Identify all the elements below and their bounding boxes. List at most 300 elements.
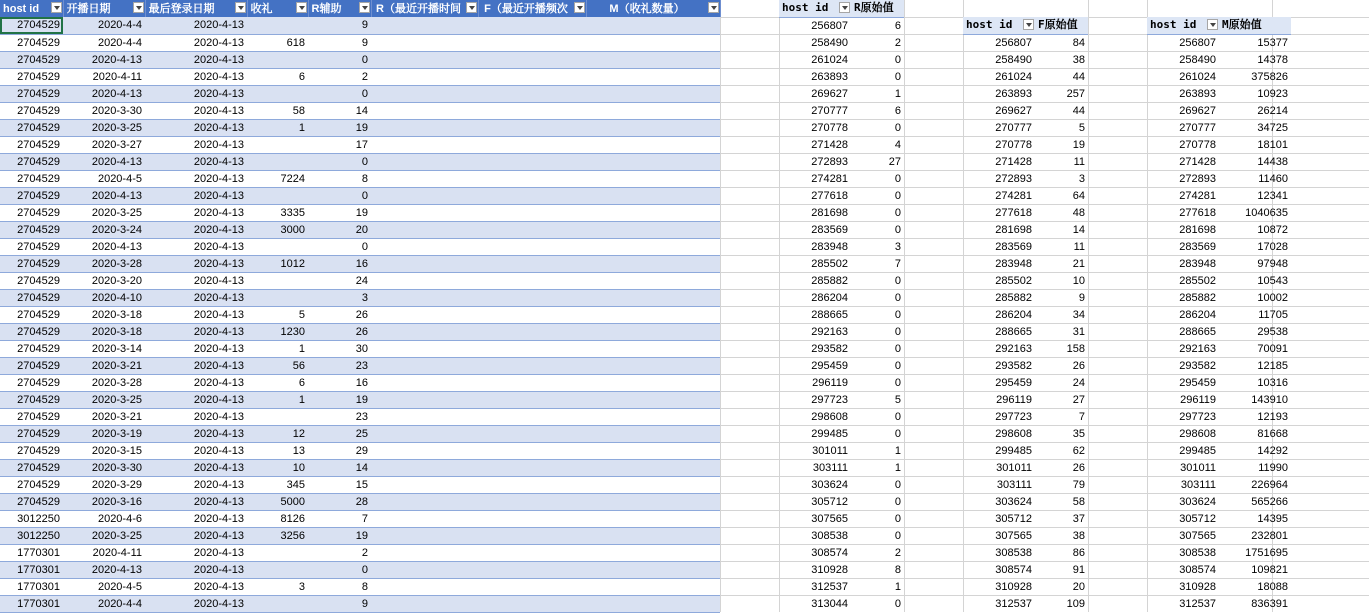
pivot-cell[interactable]: 34 [1072, 308, 1085, 321]
pivot-cell[interactable]: 283948 [1179, 257, 1216, 270]
filter-dropdown-icon[interactable] [133, 2, 144, 13]
pivot-cell[interactable]: 277618 [995, 206, 1032, 219]
table-cell[interactable]: 2020-4-13 [145, 578, 247, 595]
table-cell[interactable] [371, 510, 478, 527]
pivot-cell[interactable]: 296119 [1180, 393, 1216, 406]
table-cell[interactable]: 2704529 [0, 425, 63, 442]
table-cell[interactable] [478, 323, 586, 340]
table-cell[interactable]: 2020-3-15 [63, 442, 145, 459]
pivot-cell[interactable]: 263893 [1179, 87, 1216, 100]
pivot-cell[interactable]: 97948 [1257, 257, 1288, 270]
pivot-cell[interactable]: 269627 [995, 104, 1032, 117]
pivot-cell[interactable]: 283569 [811, 223, 848, 236]
table-cell[interactable] [371, 561, 478, 578]
table-cell[interactable]: 2 [308, 68, 371, 85]
table-cell[interactable]: 1 [247, 391, 308, 408]
table-cell[interactable]: 2020-4-13 [145, 442, 247, 459]
table-cell[interactable] [371, 578, 478, 595]
table-cell[interactable]: 2020-3-28 [63, 374, 145, 391]
table-cell[interactable]: 3 [247, 578, 308, 595]
table-cell[interactable] [478, 595, 586, 612]
pivot-cell[interactable]: 86 [1072, 546, 1085, 559]
table-cell[interactable]: 2020-4-4 [63, 17, 145, 34]
pivot-cell[interactable]: 293582 [811, 342, 848, 355]
pivot-cell[interactable]: 0 [894, 189, 901, 202]
table-cell[interactable]: 2020-3-25 [63, 391, 145, 408]
table-cell[interactable] [586, 102, 720, 119]
table-cell[interactable] [371, 544, 478, 561]
pivot-cell[interactable]: 0 [894, 274, 901, 287]
table-cell[interactable]: 26 [308, 306, 371, 323]
pivot-cell[interactable]: 303111 [996, 478, 1032, 491]
pivot-cell[interactable]: 310928 [811, 563, 848, 576]
pivot-cell[interactable]: 24 [1072, 376, 1085, 389]
table-cell[interactable] [371, 102, 478, 119]
pivot-cell[interactable]: 270777 [995, 121, 1032, 134]
table-cell[interactable]: 2020-3-18 [63, 323, 145, 340]
table-cell[interactable]: 2020-4-13 [145, 17, 247, 34]
pivot-cell[interactable]: 11705 [1258, 308, 1288, 321]
pivot-cell[interactable]: 84 [1072, 36, 1085, 49]
table-cell[interactable]: 19 [308, 119, 371, 136]
pivot-cell[interactable]: 14395 [1257, 512, 1288, 525]
table-cell[interactable] [371, 221, 478, 238]
table-cell[interactable]: 2020-4-13 [145, 289, 247, 306]
pivot-cell[interactable]: 0 [894, 478, 901, 491]
pivot-cell[interactable]: 26 [1072, 461, 1085, 474]
pivot-cell[interactable]: 298608 [1179, 427, 1216, 440]
table-cell[interactable] [247, 289, 308, 306]
table-cell[interactable]: 16 [308, 374, 371, 391]
table-cell[interactable]: 2704529 [0, 408, 63, 425]
table-cell[interactable]: 2020-4-13 [145, 425, 247, 442]
pivot-cell[interactable]: 35 [1072, 427, 1085, 440]
pivot-cell[interactable]: 296119 [996, 393, 1032, 406]
pivot-cell[interactable]: 3 [1078, 172, 1085, 185]
table-cell[interactable] [371, 323, 478, 340]
table-cell[interactable]: 2020-4-13 [145, 340, 247, 357]
pivot-cell[interactable]: 292163 [1179, 342, 1216, 355]
table-cell[interactable]: 2020-4-13 [145, 153, 247, 170]
table-cell[interactable] [586, 204, 720, 221]
table-cell[interactable]: 13 [247, 442, 308, 459]
table-cell[interactable]: 19 [308, 527, 371, 544]
pivot-cell[interactable]: 263893 [995, 87, 1032, 100]
column-header-1[interactable] [0, 0, 63, 17]
pivot-cell[interactable]: 6 [894, 19, 901, 32]
table-cell[interactable]: 2020-4-4 [63, 34, 145, 51]
filter-dropdown-icon[interactable] [574, 2, 585, 13]
table-cell[interactable]: 0 [308, 238, 371, 255]
pivot-cell[interactable]: 10543 [1257, 274, 1288, 287]
pivot-cell[interactable]: 312537 [811, 580, 848, 593]
table-cell[interactable]: 2020-4-13 [145, 102, 247, 119]
pivot-cell[interactable]: 301011 [812, 444, 848, 457]
table-cell[interactable] [478, 85, 586, 102]
table-cell[interactable]: 2704529 [0, 170, 63, 187]
pivot-cell[interactable]: 0 [894, 359, 901, 372]
pivot-cell[interactable]: 303624 [1179, 495, 1216, 508]
filter-dropdown-icon[interactable] [1023, 19, 1034, 30]
filter-dropdown-icon[interactable] [466, 2, 477, 13]
filter-dropdown-icon[interactable] [1207, 19, 1218, 30]
table-cell[interactable] [247, 51, 308, 68]
table-cell[interactable]: 16 [308, 255, 371, 272]
pivot-cell[interactable]: 10923 [1257, 87, 1288, 100]
table-cell[interactable]: 2020-4-13 [145, 68, 247, 85]
table-cell[interactable] [478, 544, 586, 561]
pivot-cell[interactable]: 0 [894, 206, 901, 219]
table-cell[interactable]: 19 [308, 391, 371, 408]
table-cell[interactable] [586, 17, 720, 34]
table-cell[interactable]: 2020-4-10 [63, 289, 145, 306]
pivot-cell[interactable]: 258490 [1179, 53, 1216, 66]
filter-dropdown-icon[interactable] [296, 2, 307, 13]
filter-dropdown-icon[interactable] [51, 2, 62, 13]
table-cell[interactable]: 24 [308, 272, 371, 289]
table-cell[interactable]: 1770301 [0, 561, 63, 578]
table-cell[interactable] [247, 408, 308, 425]
pivot-cell[interactable]: 299485 [995, 444, 1032, 457]
table-cell[interactable] [586, 255, 720, 272]
column-header-3[interactable] [145, 0, 247, 17]
column-header-6[interactable] [371, 0, 478, 17]
pivot-cell[interactable]: 18088 [1257, 580, 1288, 593]
table-cell[interactable] [586, 527, 720, 544]
table-cell[interactable] [586, 425, 720, 442]
table-cell[interactable]: 1 [247, 119, 308, 136]
table-cell[interactable] [586, 187, 720, 204]
table-cell[interactable]: 3 [308, 289, 371, 306]
pivot-cell[interactable]: 285502 [811, 257, 848, 270]
table-cell[interactable]: 2704529 [0, 153, 63, 170]
table-cell[interactable] [247, 85, 308, 102]
table-cell[interactable] [478, 136, 586, 153]
table-cell[interactable]: 7224 [247, 170, 308, 187]
pivot-cell[interactable]: 303624 [811, 478, 848, 491]
table-cell[interactable]: 2020-4-13 [145, 136, 247, 153]
table-cell[interactable] [478, 561, 586, 578]
table-cell[interactable] [586, 340, 720, 357]
pivot-cell[interactable]: 0 [894, 70, 901, 83]
pivot-cell[interactable]: 81668 [1257, 427, 1288, 440]
table-cell[interactable]: 58 [247, 102, 308, 119]
pivot-cell[interactable]: 281698 [811, 206, 848, 219]
pivot-cell[interactable]: 308574 [1179, 563, 1216, 576]
table-cell[interactable] [478, 306, 586, 323]
pivot-cell[interactable]: 10002 [1257, 291, 1288, 304]
table-cell[interactable]: 2704529 [0, 493, 63, 510]
pivot-cell[interactable]: 301011 [996, 461, 1032, 474]
table-cell[interactable]: 20 [308, 221, 371, 238]
table-cell[interactable] [247, 595, 308, 612]
table-cell[interactable]: 2020-3-29 [63, 476, 145, 493]
table-cell[interactable]: 2020-4-13 [145, 476, 247, 493]
filter-dropdown-icon[interactable] [839, 2, 850, 13]
pivot-cell[interactable]: 283948 [811, 240, 848, 253]
table-cell[interactable]: 14 [308, 102, 371, 119]
pivot-cell[interactable]: 1 [894, 444, 901, 457]
pivot-cell[interactable]: 0 [894, 376, 901, 389]
pivot-cell[interactable]: 281698 [1179, 223, 1216, 236]
pivot-cell[interactable]: 308538 [811, 529, 848, 542]
table-cell[interactable]: 2704529 [0, 323, 63, 340]
pivot-cell[interactable]: 158 [1066, 342, 1085, 355]
table-cell[interactable] [586, 306, 720, 323]
pivot-cell[interactable]: 2 [894, 36, 901, 49]
table-cell[interactable] [586, 34, 720, 51]
pivot-cell[interactable]: 312537 [995, 597, 1032, 610]
pivot-cell[interactable]: 10872 [1257, 223, 1288, 236]
pivot-header-1[interactable] [779, 0, 851, 17]
pivot-cell[interactable]: 272893 [995, 172, 1032, 185]
table-cell[interactable]: 30 [308, 340, 371, 357]
pivot-cell[interactable]: 295459 [1179, 376, 1216, 389]
pivot-header-1[interactable] [963, 17, 1035, 34]
pivot-cell[interactable]: 285502 [1179, 274, 1216, 287]
pivot-cell[interactable]: 1 [894, 461, 901, 474]
table-cell[interactable] [371, 34, 478, 51]
table-cell[interactable] [586, 459, 720, 476]
table-cell[interactable]: 2020-3-25 [63, 119, 145, 136]
table-cell[interactable] [478, 442, 586, 459]
pivot-cell[interactable]: 313044 [811, 597, 848, 610]
pivot-cell[interactable]: 19 [1072, 138, 1085, 151]
pivot-cell[interactable]: 18101 [1257, 138, 1288, 151]
table-cell[interactable]: 12 [247, 425, 308, 442]
table-cell[interactable] [478, 408, 586, 425]
table-cell[interactable]: 0 [308, 153, 371, 170]
pivot-cell[interactable]: 34725 [1257, 121, 1288, 134]
pivot-cell[interactable]: 14438 [1257, 155, 1288, 168]
table-cell[interactable] [586, 153, 720, 170]
pivot-cell[interactable]: 256807 [1179, 36, 1216, 49]
table-cell[interactable]: 2704529 [0, 68, 63, 85]
table-cell[interactable] [478, 68, 586, 85]
pivot-cell[interactable]: 44 [1072, 70, 1085, 83]
pivot-cell[interactable]: 5 [1078, 121, 1085, 134]
table-cell[interactable]: 7 [308, 510, 371, 527]
pivot-cell[interactable]: 283948 [995, 257, 1032, 270]
filter-dropdown-icon[interactable] [359, 2, 370, 13]
pivot-cell[interactable]: 836391 [1251, 597, 1288, 610]
table-cell[interactable] [478, 221, 586, 238]
table-cell[interactable]: 2704529 [0, 102, 63, 119]
table-cell[interactable]: 2020-3-24 [63, 221, 145, 238]
table-cell[interactable]: 2020-3-14 [63, 340, 145, 357]
table-cell[interactable]: 2 [308, 544, 371, 561]
table-cell[interactable] [478, 459, 586, 476]
pivot-cell[interactable]: 62 [1072, 444, 1085, 457]
pivot-cell[interactable]: 26214 [1257, 104, 1288, 117]
column-header-2[interactable] [63, 0, 145, 17]
table-cell[interactable] [478, 34, 586, 51]
table-cell[interactable]: 1770301 [0, 578, 63, 595]
table-cell[interactable]: 2020-4-13 [63, 51, 145, 68]
table-cell[interactable] [371, 68, 478, 85]
table-cell[interactable]: 2020-3-21 [63, 408, 145, 425]
table-cell[interactable]: 2020-4-13 [145, 527, 247, 544]
table-cell[interactable] [478, 102, 586, 119]
table-cell[interactable]: 2704529 [0, 136, 63, 153]
pivot-cell[interactable]: 38 [1072, 529, 1085, 542]
pivot-cell[interactable]: 0 [894, 325, 901, 338]
pivot-cell[interactable]: 277618 [811, 189, 848, 202]
pivot-cell[interactable]: 11 [1073, 155, 1085, 168]
table-cell[interactable]: 9 [308, 34, 371, 51]
table-cell[interactable]: 8 [308, 578, 371, 595]
table-cell[interactable] [371, 340, 478, 357]
pivot-cell[interactable]: 226964 [1251, 478, 1288, 491]
table-cell[interactable] [371, 119, 478, 136]
pivot-cell[interactable]: 305712 [1179, 512, 1216, 525]
pivot-cell[interactable]: 0 [894, 427, 901, 440]
table-cell[interactable] [586, 476, 720, 493]
table-cell[interactable]: 2704529 [0, 391, 63, 408]
table-cell[interactable]: 2020-4-13 [145, 221, 247, 238]
pivot-cell[interactable]: 270777 [1179, 121, 1216, 134]
table-cell[interactable]: 618 [247, 34, 308, 51]
table-cell[interactable]: 2704529 [0, 459, 63, 476]
table-cell[interactable] [247, 272, 308, 289]
table-cell[interactable] [478, 391, 586, 408]
table-cell[interactable] [371, 408, 478, 425]
pivot-cell[interactable]: 285882 [811, 274, 848, 287]
pivot-cell[interactable]: 58 [1072, 495, 1085, 508]
table-cell[interactable] [478, 493, 586, 510]
pivot-cell[interactable]: 29538 [1257, 325, 1288, 338]
pivot-cell[interactable]: 293582 [1179, 359, 1216, 372]
pivot-cell[interactable]: 288665 [1179, 325, 1216, 338]
pivot-cell[interactable]: 295459 [811, 359, 848, 372]
table-cell[interactable] [371, 255, 478, 272]
pivot-cell[interactable]: 307565 [811, 512, 848, 525]
pivot-cell[interactable]: 20 [1072, 580, 1085, 593]
table-cell[interactable]: 15 [308, 476, 371, 493]
table-cell[interactable]: 2020-4-13 [63, 561, 145, 578]
pivot-cell[interactable]: 308574 [995, 563, 1032, 576]
table-cell[interactable]: 3012250 [0, 527, 63, 544]
table-cell[interactable]: 2704529 [0, 374, 63, 391]
table-cell[interactable] [586, 544, 720, 561]
table-cell[interactable] [247, 187, 308, 204]
table-cell[interactable]: 2704529 [0, 204, 63, 221]
pivot-cell[interactable]: 257 [1066, 87, 1085, 100]
table-cell[interactable] [247, 136, 308, 153]
table-cell[interactable] [586, 391, 720, 408]
table-cell[interactable] [371, 425, 478, 442]
table-cell[interactable] [586, 578, 720, 595]
pivot-cell[interactable]: 14378 [1257, 53, 1288, 66]
pivot-cell[interactable]: 308574 [811, 546, 848, 559]
pivot-cell[interactable]: 283569 [995, 240, 1032, 253]
pivot-cell[interactable]: 91 [1072, 563, 1085, 576]
pivot-cell[interactable]: 272893 [1179, 172, 1216, 185]
table-cell[interactable]: 2020-4-13 [145, 238, 247, 255]
pivot-cell[interactable]: 12193 [1257, 410, 1288, 423]
pivot-cell[interactable]: 0 [894, 53, 901, 66]
table-cell[interactable] [586, 595, 720, 612]
pivot-cell[interactable]: 308538 [1179, 546, 1216, 559]
table-cell[interactable] [478, 119, 586, 136]
pivot-cell[interactable]: 15377 [1257, 36, 1288, 49]
pivot-cell[interactable]: 274281 [811, 172, 848, 185]
table-cell[interactable]: 2020-4-13 [145, 255, 247, 272]
table-cell[interactable]: 29 [308, 442, 371, 459]
pivot-cell[interactable]: 299485 [811, 427, 848, 440]
table-cell[interactable]: 2020-4-13 [145, 51, 247, 68]
column-header-8[interactable] [586, 0, 720, 17]
pivot-cell[interactable]: 1 [894, 87, 901, 100]
table-cell[interactable]: 2704529 [0, 306, 63, 323]
table-cell[interactable]: 2020-4-11 [63, 68, 145, 85]
pivot-header-1[interactable] [1147, 17, 1219, 34]
pivot-cell[interactable]: 38 [1072, 53, 1085, 66]
table-cell[interactable]: 26 [308, 323, 371, 340]
table-cell[interactable] [371, 17, 478, 34]
table-cell[interactable]: 2020-4-13 [145, 408, 247, 425]
table-cell[interactable] [478, 17, 586, 34]
table-cell[interactable] [371, 391, 478, 408]
table-cell[interactable]: 19 [308, 204, 371, 221]
table-cell[interactable]: 2704529 [0, 255, 63, 272]
pivot-cell[interactable]: 270778 [1179, 138, 1216, 151]
pivot-cell[interactable]: 44 [1072, 104, 1085, 117]
pivot-cell[interactable]: 70091 [1257, 342, 1288, 355]
table-cell[interactable]: 2704529 [0, 119, 63, 136]
table-cell[interactable] [371, 476, 478, 493]
column-header-4[interactable] [247, 0, 308, 17]
pivot-cell[interactable]: 272893 [811, 155, 848, 168]
pivot-cell[interactable]: 14292 [1257, 444, 1288, 457]
table-cell[interactable] [586, 85, 720, 102]
table-cell[interactable]: 2020-4-13 [145, 357, 247, 374]
filter-dropdown-icon[interactable] [235, 2, 246, 13]
pivot-cell[interactable]: 270778 [811, 121, 848, 134]
pivot-cell[interactable]: 0 [894, 495, 901, 508]
pivot-cell[interactable]: 11 [1073, 240, 1085, 253]
table-cell[interactable]: 28 [308, 493, 371, 510]
table-cell[interactable]: 2704529 [0, 357, 63, 374]
pivot-cell[interactable]: 281698 [995, 223, 1032, 236]
pivot-cell[interactable]: 0 [894, 308, 901, 321]
pivot-cell[interactable]: 109 [1066, 597, 1085, 610]
pivot-cell[interactable]: 26 [1072, 359, 1085, 372]
pivot-cell[interactable]: 312537 [1179, 597, 1216, 610]
table-cell[interactable] [478, 238, 586, 255]
pivot-cell[interactable]: 258490 [811, 36, 848, 49]
pivot-cell[interactable]: 8 [894, 563, 901, 576]
table-cell[interactable]: 2704529 [0, 238, 63, 255]
pivot-cell[interactable]: 292163 [995, 342, 1032, 355]
table-cell[interactable]: 2704529 [0, 221, 63, 238]
table-cell[interactable] [478, 510, 586, 527]
table-cell[interactable] [478, 476, 586, 493]
table-cell[interactable] [371, 493, 478, 510]
pivot-cell[interactable]: 283569 [1179, 240, 1216, 253]
table-cell[interactable]: 2704529 [0, 187, 63, 204]
pivot-cell[interactable]: 274281 [995, 189, 1032, 202]
table-cell[interactable] [371, 374, 478, 391]
pivot-cell[interactable]: 48 [1072, 206, 1085, 219]
table-cell[interactable]: 1770301 [0, 595, 63, 612]
table-cell[interactable] [586, 493, 720, 510]
pivot-cell[interactable]: 303111 [1180, 478, 1216, 491]
table-cell[interactable]: 2020-3-30 [63, 459, 145, 476]
pivot-cell[interactable]: 305712 [995, 512, 1032, 525]
table-cell[interactable]: 2704529 [0, 289, 63, 306]
table-cell[interactable] [586, 357, 720, 374]
